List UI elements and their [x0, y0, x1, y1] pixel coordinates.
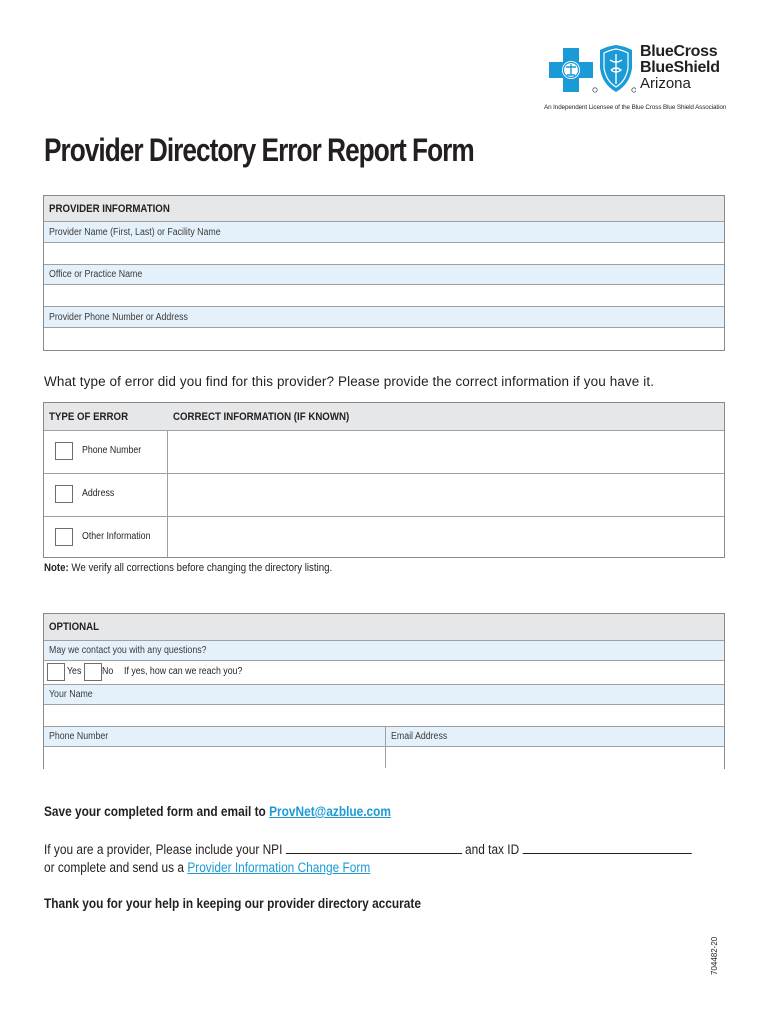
- col-type-of-error: TYPE OF ERROR: [49, 410, 129, 423]
- email-label: Email Address: [391, 731, 448, 742]
- error-type-table: [43, 402, 725, 558]
- error-row-other: [44, 517, 724, 557]
- npi-prefix: If you are a provider, Please include your NPI: [44, 842, 283, 857]
- other-correction-field[interactable]: [168, 517, 724, 557]
- reach-label: If yes, how can we reach you?: [124, 666, 243, 677]
- office-name-label: Office or Practice Name: [44, 265, 724, 285]
- error-table-header: [44, 403, 724, 431]
- error-row-phone: [44, 431, 724, 474]
- provider-phone-field[interactable]: [44, 328, 724, 350]
- thank-you-text: Thank you for your help in keeping our provider directory accurate: [44, 896, 421, 911]
- contact-choice-row: [44, 661, 724, 685]
- page-title: Provider Directory Error Report Form: [44, 132, 474, 168]
- phone-email-label-row: [44, 727, 724, 747]
- optional-contact-table: [43, 613, 725, 769]
- logo-tagline: An Independent Licensee of the Blue Cross Blue Shield Association: [544, 104, 727, 111]
- save-instruction: [44, 804, 438, 819]
- other-checkbox[interactable]: [55, 528, 73, 546]
- provider-info-table: [43, 195, 725, 351]
- phone-checkbox[interactable]: [55, 442, 73, 460]
- note-text: We verify all corrections before changing the directory listing.: [68, 562, 333, 574]
- your-name-field[interactable]: [44, 705, 724, 727]
- send-instruction: [44, 860, 415, 875]
- contact-phone-field[interactable]: [44, 747, 385, 769]
- address-checkbox[interactable]: [55, 485, 73, 503]
- other-error-label: Other Information: [82, 531, 151, 542]
- phone-label: Phone Number: [49, 731, 109, 742]
- provider-name-label: Provider Name (First, Last) or Facility Name: [44, 222, 724, 243]
- phone-error-label: Phone Number: [82, 445, 142, 456]
- no-checkbox[interactable]: [84, 663, 102, 681]
- phone-email-input-row: [44, 747, 724, 769]
- note-bold: Note:: [44, 562, 69, 574]
- yes-label: Yes: [67, 666, 82, 677]
- logo-line3: Arizona: [640, 75, 691, 92]
- address-correction-field[interactable]: [168, 474, 724, 516]
- no-label: No: [102, 666, 114, 677]
- provider-info-header: PROVIDER INFORMATION: [44, 196, 724, 222]
- verification-note: [44, 562, 372, 574]
- npi-field[interactable]: [286, 841, 462, 854]
- yes-checkbox[interactable]: [47, 663, 65, 681]
- cross-shield-icon: [548, 44, 636, 94]
- address-error-label: Address: [82, 488, 115, 499]
- phone-correction-field[interactable]: [168, 431, 724, 473]
- contact-question-label: May we contact you with any questions?: [44, 641, 724, 661]
- your-name-label: Your Name: [44, 685, 724, 705]
- tax-label: and tax ID: [465, 842, 520, 857]
- col-correct-info: CORRECT INFORMATION (IF KNOWN): [173, 410, 350, 423]
- error-row-address: [44, 474, 724, 517]
- office-name-field[interactable]: [44, 285, 724, 307]
- contact-email-field[interactable]: [386, 747, 724, 769]
- email-link[interactable]: ProvNet@azblue.com: [269, 804, 391, 819]
- logo-line1: BlueCross: [640, 43, 718, 60]
- bcbs-logo: [544, 43, 728, 116]
- optional-header: OPTIONAL: [44, 614, 724, 641]
- save-prefix: Save your completed form and email to: [44, 804, 270, 819]
- logo-line2: BlueShield: [640, 59, 720, 76]
- error-question: What type of error did you find for this provider? Please provide the correct information if you have it.: [44, 374, 655, 389]
- form-code: 704482-20: [710, 936, 719, 975]
- send-prefix: or complete and send us a: [44, 860, 188, 875]
- npi-instruction: [44, 841, 770, 857]
- logo-wordmark: [640, 44, 720, 92]
- tax-id-field[interactable]: [523, 841, 692, 854]
- change-form-link[interactable]: Provider Information Change Form: [187, 860, 371, 875]
- provider-name-field[interactable]: [44, 243, 724, 265]
- provider-phone-label: Provider Phone Number or Address: [44, 307, 724, 328]
